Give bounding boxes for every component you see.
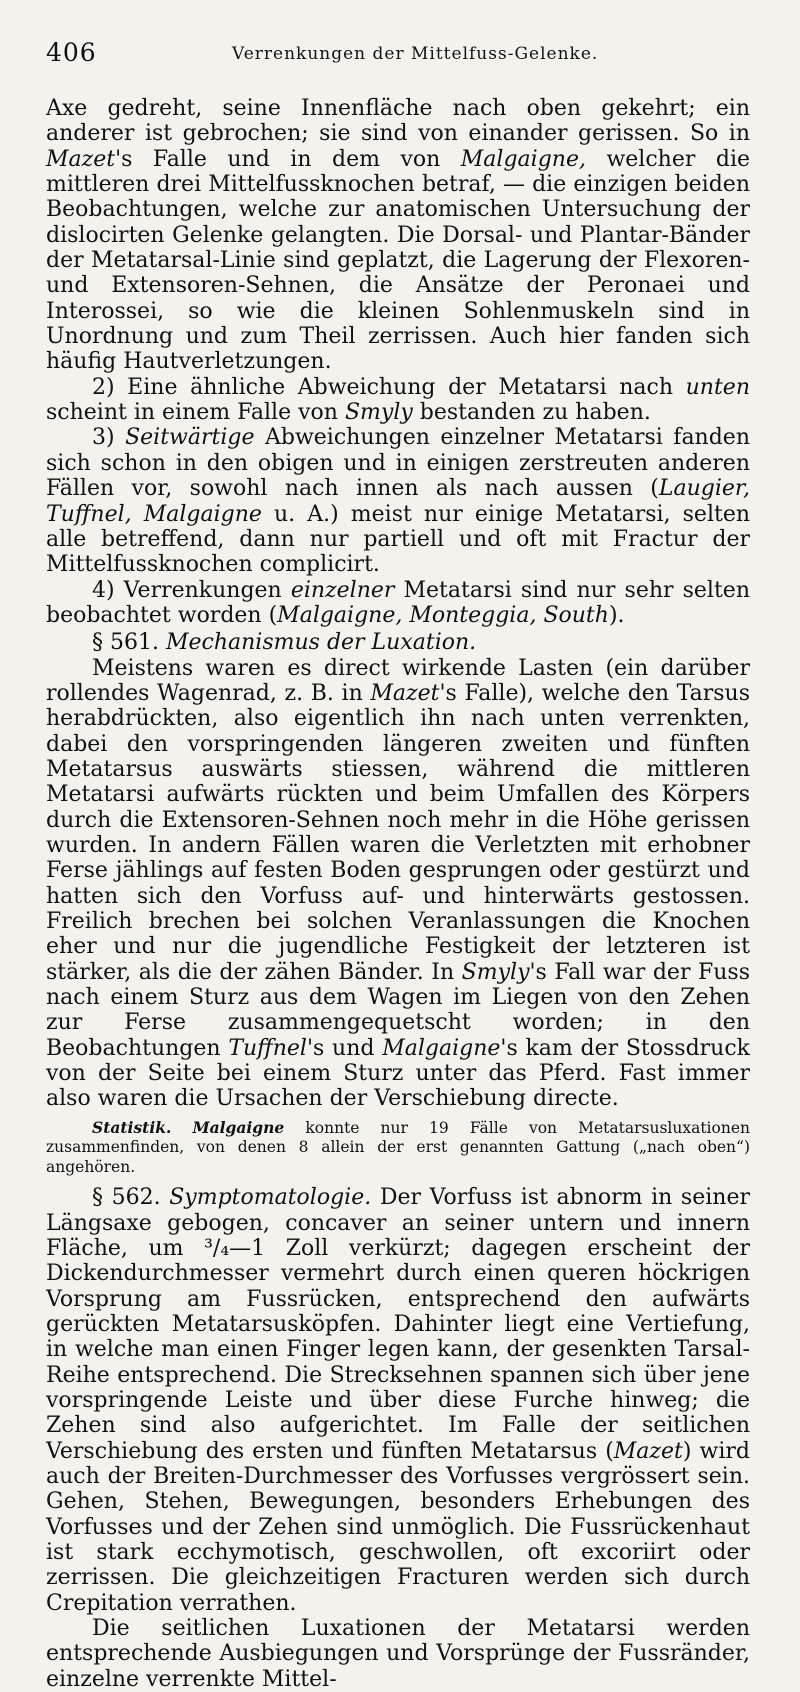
text-run: welcher die mittleren drei Mittelfussknochen betraf, — die einzigen beiden Beobachtungen, welche zur anatomischen Untersuchung der dislocirten Gelenke gelangten. Die Dorsal- und Plantar-Bänder der Metatarsal-Linie sind geplatzt, die Lagerung der Flexoren- und Extensoren-Sehnen, die Ansätze der Peronaei und Interossei, so wie die kleinen Sohlenmuskeln sind in Unordnung und zum Theil zerrissen. Auch hier fanden sich häufig Hautverletzungen. (46, 146, 750, 375)
section-heading-561 (46, 630, 750, 655)
text-run: 's kam der Stossdruck von der Seite bei einem Sturz unter das Pferd. Fast immer also waren die Ursachen der Verschiebung directe. (46, 1035, 751, 1112)
text-run: 's und (306, 1035, 383, 1061)
text-run: u. A.) meist nur einige Metatarsi, selten alle betreffend, dann nur partiell und oft mit Fractur der Mittelfussknochen complicirt. (46, 501, 751, 578)
author-name: Malgaigne (192, 1117, 285, 1137)
paragraph-lateral-luxations (46, 1616, 750, 1692)
emphasis: unten (685, 374, 750, 400)
author-name: Mazet (370, 680, 440, 706)
author-name: Mazet (46, 146, 116, 172)
author-name: Smyly (344, 400, 413, 426)
text-run: 2) Eine ähnliche Abweichung der Metatarsi nach (92, 374, 686, 400)
author-names: Malgaigne, Monteggia, South (277, 602, 609, 628)
text-run: Der Vorfuss ist abnorm in seiner Längsaxe gebogen, concaver an seiner untern und innern Fläche, um ³/₄—1 Zoll verkürzt; dagegen erscheint der Dickendurchmesser vermehrt durch einen queren höckrigen Vorsprung am Fussrücken, entsprechend den aufwärts gerückten Metatarsusköpfen. Dahinter liegt eine Vertiefung, in welche man einen Finger legen kann, der gesenkten Tarsal-Reihe entsprechend. Die Strecksehnen spannen sich über jene vorspringende Leiste und über diese Furche hinweg; die Zehen sind also aufgerichtet. Im Falle der seitlichen Verschiebung des ersten und fünften Metatarsus ( (46, 1185, 750, 1464)
note-label: Statistik. (92, 1117, 172, 1137)
page-number: 406 (46, 38, 97, 67)
author-name: Mazet (613, 1438, 683, 1464)
author-name: Smyly (461, 959, 530, 985)
text-run: 3) (92, 425, 126, 451)
text-run: Axe gedreht, seine Innenfläche nach oben gekehrt; ein anderer ist gebrochen; sie sind von einander gerissen. So in (46, 96, 750, 147)
text-run: bestanden zu haben. (412, 400, 651, 426)
paragraph-item-3 (46, 425, 750, 577)
text-run: ). (608, 602, 625, 628)
text-run: ) wird auch der Breiten-Durchmesser des Vorfusses vergrössert sein. Gehen, Stehen, Bewegungen, besonders Erhebungen des Vorfusses und der Zehen sind unmöglich. Die Fussrückenhaut ist stark ecchymotisch, geschwollen, oft excoriirt oder zerrissen. Die gleichzeitigen Fracturen werden sich durch Crepitation verrathen. (46, 1438, 750, 1616)
text-run: 's Falle), welche den Tarsus herabdrückten, also eigentlich ihn nach unten verrenkten, dabei den vorspringenden längeren zweiten und fünften Metatarsus auswärts stiessen, während die mittleren Metatarsi aufwärts rückten und beim Umfallen des Körpers durch die Extensoren-Sehnen noch mehr in die Höhe gerissen wurden. In andern Fällen waren die Verletzten mit erhobner Ferse jählings auf festen Boden gesprungen oder gestürzt und hatten sich den Vorfuss auf- und hinterwärts gestossen. Freilich brechen bei solchen Veranlassungen die Knochen eher und nur die jugendliche Festigkeit der letzteren ist stärker, als die der zähen Bänder. In (46, 680, 750, 985)
statistics-note (46, 1118, 750, 1178)
section-number: § 561. (92, 630, 159, 656)
paragraph-item-4 (46, 578, 750, 629)
author-name: Tuffnel (228, 1035, 307, 1061)
running-title: Verrenkungen der Mittelfuss-Gelenke. (232, 44, 599, 64)
author-name: Malgaigne (382, 1035, 501, 1061)
text-run: 4) Verrenkungen (92, 577, 291, 603)
text-run: Metatarsi sind nur sehr selten beobachtet worden ( (46, 577, 750, 628)
paragraph-mechanism (46, 656, 750, 1112)
emphasis: einzelner (290, 577, 395, 603)
text-run: Die seitlichen Luxationen der Metatarsi werden entsprechende Ausbiegungen und Vorsprünge der Fussränder, einzelne verrenkte Mittel- (46, 1616, 750, 1692)
author-name: Malgaigne, (460, 146, 586, 172)
text-run: Meistens waren es direct wirkende Lasten (ein darüber rollendes Wagenrad, z. B. in (46, 655, 750, 706)
text-run: Abweichungen einzelner Metatarsi fanden sich schon in den obigen und in einigen zerstreuten anderen Fällen vor, sowohl nach innen als nach aussen ( (46, 425, 750, 502)
text-run: konnte nur 19 Fälle von Metatarsusluxationen zusammenfinden, von denen 8 allein der erst genannten Gattung („nach oben“) angehören. (46, 1118, 750, 1176)
text-run: 's Fall war der Fuss nach einem Sturz aus dem Wagen im Liegen von den Zehen zur Ferse zusammengequetscht worden; in den Beobachtungen (46, 959, 750, 1061)
author-names: Laugier, Tuffnel, Malgaigne (46, 476, 750, 527)
text-run: 's Falle und in dem von (115, 146, 461, 172)
paragraph-continuation (46, 96, 750, 375)
paragraph-item-2 (46, 375, 750, 426)
text-run: scheint in einem Falle von (46, 400, 345, 426)
page-header (46, 38, 750, 78)
section-number: § 562. (92, 1185, 161, 1211)
section-title: Symptomatologie. (169, 1185, 372, 1211)
section-title: Mechanismus der Luxation. (165, 630, 477, 656)
section-562 (46, 1185, 750, 1616)
body-text (46, 96, 750, 1692)
emphasis: Seitwärtige (125, 425, 255, 451)
